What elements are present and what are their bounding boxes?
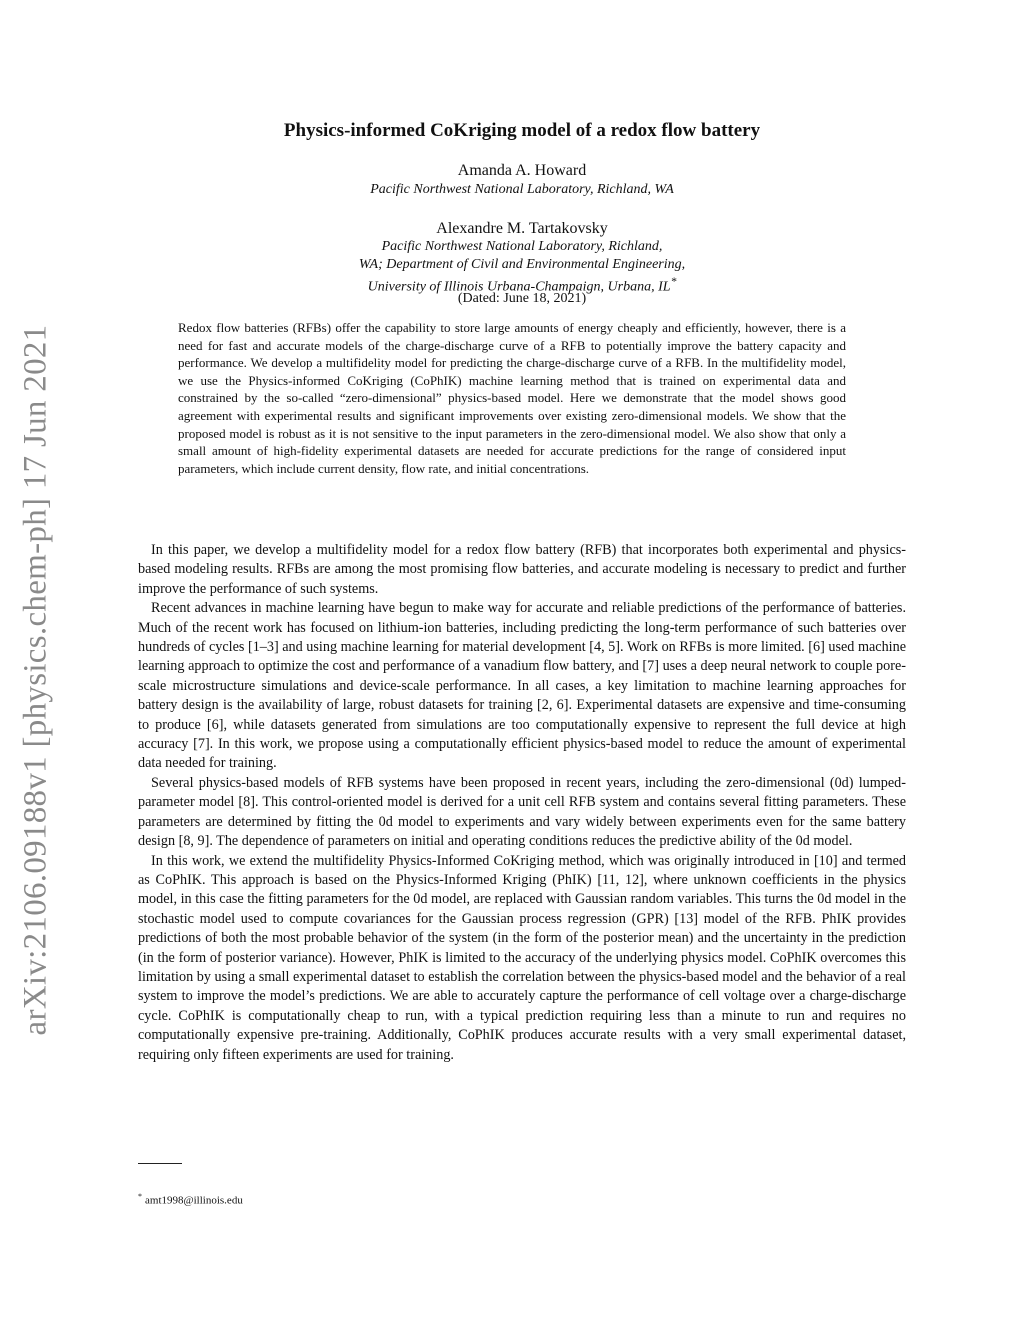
abstract: Redox flow batteries (RFBs) offer the capability to store large amounts of energy cheaply and efficiently, however, there is a need for fast and accurate models of the charge-discharge curve of a RFB to potentially improve the battery capacity and performance. We develop a multifidelity model for predicting the charge-discharge curve of a RFB. In the multifidelity model, we use the Physics-informed CoKriging (CoPhIK) machine learning method that is trained on experimental data and constrained by the so-called “zero-dimensional” physics-based model. Here we demonstrate that the model shows good agreement with experimental results and significant improvements over existing zero-dimensional models. We show that the proposed model is robust as it is not sensitive to the input parameters in the zero-dimensional model. We also show that only a small amount of high-fidelity experimental datasets are needed for accurate predictions for the range of considered input parameters, which include current density, flow rate, and initial concentrations.: [178, 320, 846, 476]
body-paragraph-1: In this paper, we develop a multifidelity model for a redox flow battery (RFB) that incorporates both experimental and physics-based modeling results. RFBs are among the most promising flow batteries, and accurate modeling is necessary to predict and further improve the performance of such systems.: [138, 542, 906, 597]
author-name-1: Amanda A. Howard: [457, 162, 587, 179]
affiliation-text: University of Illinois Urbana-Champaign, Urbana, IL: [367, 279, 671, 295]
body-text: [138, 541, 906, 1065]
footnote: [138, 1192, 243, 1207]
arxiv-identifier-text: arXiv:2106.09188v1 [physics.chem-ph] 17 Jun 2021: [17, 324, 54, 1036]
footnote-mark: *: [138, 1192, 142, 1201]
arxiv-identifier-stamp: [12, 300, 60, 1060]
footnote-rule: [138, 1163, 182, 1164]
body-paragraph-2: Recent advances in machine learning have begun to make way for accurate and reliable predictions of the performance of batteries. Much of the recent work has focused on lithium-ion batteries, including predicting the long-term performance of such batteries over hundreds of cycles [1–3] and using machine learning for material development [4, 5]. Work on RFBs is more limited. [6] used machine learning approach to optimize the cost and performance of a vanadium flow battery, and [7] uses a deep neural network to couple pore-scale microstructure simulations and device-scale performance. In all cases, a key limitation to machine learning approaches for battery design is the availability of large, robust datasets for training [2, 6]. Experimental datasets are expensive and time-consuming to produce [6], while datasets generated from simulations are too computationally expensive to represent the full device at high accuracy [7]. In this work, we propose using a computationally efficient physics-based model to reduce the amount of experimental data needed for training.: [138, 600, 906, 772]
body-paragraph-3: Several physics-based models of RFB systems have been proposed in recent years, including the zero-dimensional (0d) lumped-parameter model [8]. This control-oriented model is derived for a unit cell RFB system and contains several fitting parameters. These parameters are determined by fitting the 0d model to experiments and vary widely between experiments even for the same battery design [8, 9]. The dependence of parameters on initial and operating conditions reduces the predictive ability of the 0d model.: [138, 774, 906, 850]
paper-title: Physics-informed CoKriging model of a redox flow battery: [283, 120, 761, 141]
author-affiliation-2: [138, 238, 906, 296]
affiliation-line: Pacific Northwest National Laboratory, Richland,: [381, 239, 663, 254]
body-paragraph-4: In this work, we extend the multifidelity Physics-Informed CoKriging method, which was originally introduced in [10] and termed as CoPhIK. This approach is based on the Physics-Informed Kriging (PhIK) [11, 12], where unknown coefficients in the physics model, in this case the fitting parameters for the 0d model, are replaced with Gaussian random variables. This turns the 0d model in the stochastic model used to compute covariances for the Gaussian process regression (GPR) [13] model of the RFB. PhIK provides predictions of both the most probable behavior of the system (in the form of the posterior mean) and the uncertainty in the prediction (in the form of posterior variance). However, PhIK is limited to the accuracy of the underlying physics model. CoPhIK overcomes this limitation by using a small experimental dataset to establish the correlation between the physics-based model and the behavior of a real system to improve the model’s predictions. We are able to accurately capture the performance of cell voltage over a charge-discharge cycle. CoPhIK is computationally cheap to run, with a typical prediction requiring less than a minute to run and requires no computationally expensive pre-training. Additionally, CoPhIK produces accurate results with a very small experimental dataset, requiring only fifteen experiments are used for training.: [138, 852, 906, 1063]
affiliation-line: Pacific Northwest National Laboratory, Richland, WA: [370, 182, 674, 197]
affiliation-line: WA; Department of Civil and Environmental Engineering,: [358, 256, 686, 272]
author-affiliation-1: [138, 181, 906, 199]
author-name-2: Alexandre M. Tartakovsky: [436, 220, 608, 237]
footnote-marker: *: [670, 275, 677, 288]
footnote-email: amt1998@illinois.edu: [145, 1194, 243, 1207]
dated-line: (Dated: June 18, 2021): [457, 291, 587, 306]
